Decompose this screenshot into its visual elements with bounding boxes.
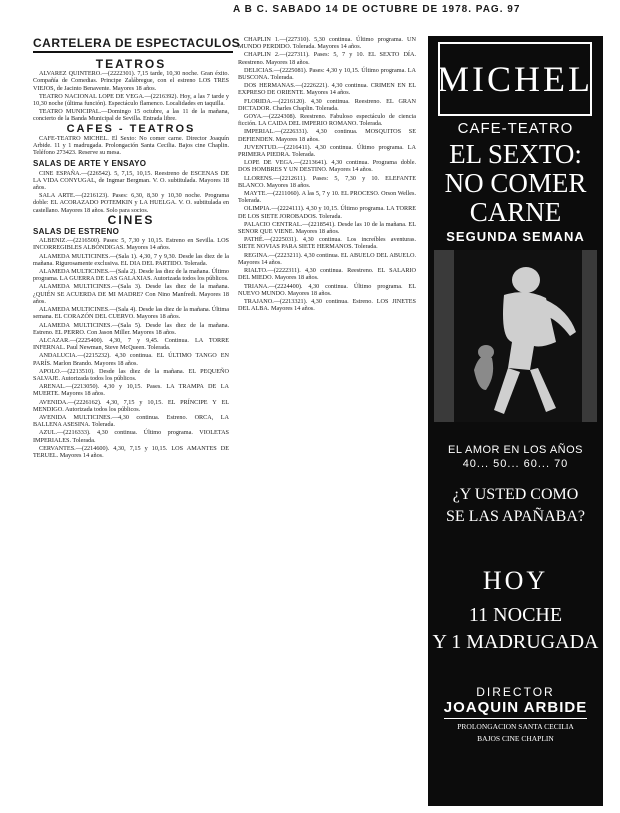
ad-segunda-semana: SEGUNDA SEMANA xyxy=(446,229,585,244)
cine-entry: TRAJANO.—(2213321). 4,30 continua. Estreno. LOS JINETES DEL ALBA. Mayores 14 años. xyxy=(238,297,416,313)
ad-address-1: PROLONGACION SANTA CECILIA xyxy=(457,722,574,731)
cine-entry: AZUL.—(2216333). 4,30 continua. Último programa. VIOLETAS IMPERIALES. Tolerada. xyxy=(33,429,229,444)
ad-tagline-1: EL AMOR EN LOS AÑOS xyxy=(447,444,584,456)
cine-entry: DELICIAS.—(2225081). Pases: 4,30 y 10,15. Último programa. LA BUSCONA. Tolerada. xyxy=(238,66,416,82)
ad-address-2: BAJOS CINE CHAPLIN xyxy=(477,734,554,743)
cartelera-page xyxy=(33,36,603,806)
performer-photo xyxy=(434,250,597,422)
cine-entry: FLORIDA.—(2216120). 4,30 continua. Reestreno. EL GRAN DICTADOR. Charles Chaplin. Tolerada. xyxy=(238,97,416,112)
cine-entry: RIALTO.—(2222311). 4,30 continua. Reestreno. EL SALARIO DEL MIEDO. Mayores 18 años. xyxy=(238,267,416,282)
cines-heading: CINES xyxy=(107,212,155,227)
ad-time-1: 11 NOCHE xyxy=(468,604,563,626)
ad-divider xyxy=(444,718,587,719)
teatro-entry: ALVAREZ QUINTERO.—(2222301). 7,15 tarde, 10,30 noche. Gran éxito. Compañía de Comedias. Principe Zalábregue, con el estreno LOS TRES VIEJOS, de Jacinto Benavente. Mayores 18 años. xyxy=(33,70,229,92)
cine-entry: MAYTE.—(2211060). A las 5, 7 y 10. EL PROCESO. Orson Welles. Tolerada. xyxy=(238,190,416,205)
ad-cafe-teatro: CAFE-TEATRO xyxy=(457,120,574,137)
ad-director-label: DIRECTOR xyxy=(476,685,555,699)
cafe-entry: CAFE-TEATRO MICHEL. El Sexto: No comer carne. Director Joaquín Arbide. 11 y 1 madrugada. Prolongación Santa Cecilia. Bajos cine Chaplin. Teléfono 273423. Reserve su mesa. xyxy=(33,134,229,157)
cine-entry: JUVENTUD.—(2216411). 4,30 continua. Último programa. LA PRIMERA PIEDRA. Tolerada. xyxy=(238,143,416,159)
teatros-heading: TEATROS xyxy=(95,57,167,71)
cine-entry: OLIMPIA.—(2224111). 4,30 y 10,15. Último programa. LA TORRE DE LOS SIETE JOROBADOS. Tolerada. xyxy=(238,205,416,220)
cine-entry: ALAMEDA MULTICINES.—(Sala 4). Desde las diez de la mañana. Última semana. EL CORAZÓN DEL CUERVO. Mayores 18 años. xyxy=(33,306,229,321)
cine-entry: ALBENIZ.—(2216500). Pases: 5, 7,30 y 10,15. Estreno en Sevilla. LOS INCORREGIBLES ALBÓNDIGAS. Mayores 14 años. xyxy=(33,237,229,252)
sala-arte-entry: CINE ESPAÑA.—(226542). 5, 7,15, 10,15. Reestreno de ESCENAS DE LA VIDA CONYUGAL, de Ingmar Bergman. V. O. subtitulada. Mayores 18 años. xyxy=(33,169,229,192)
michel-advertisement xyxy=(428,36,603,806)
cine-entry: LOPE DE VEGA.—(2213641). 4,30 continua. Programa doble. DOS HOMBRES Y UN DESTINO. Mayores 14 años. xyxy=(238,159,416,174)
sala-arte-entry: SALA ARTE.—(2216123). Pases: 6,30, 8,30 y 10,30 noche. Programa doble: EL ACORAZADO POTEMKIN y LA HUELGA. V. O. subtitulada en castellano. Mayores 18 años. Solo para socios. xyxy=(33,192,229,214)
michel-logo xyxy=(438,42,592,116)
column-2 xyxy=(238,36,416,313)
cine-entry: CHAPLIN 1.—(227310). 5,30 continua. Último programa. UN MUNDO PERDIDO. Tolerada. Mayores 14 años. xyxy=(238,36,416,51)
cine-entry: LLORENS.—(2212611). Pases: 5, 7,30 y 10. ELEFANTE BLANCO. Mayores 18 años. xyxy=(238,174,416,189)
cine-entry: AVENIDA.—(2226162). 4,30, 7,15 y 10,15. EL PRÍNCIPE Y EL MENDIGO. Autorizada todos los públicos. xyxy=(33,398,229,413)
cine-entry: ANDALUCIA.—(2215232). 4,30 continua. EL ÚLTIMO TANGO EN PARÍS. Marlon Brando. Mayores 18 años. xyxy=(33,352,229,367)
teatro-entry: TEATRO MUNICIPAL.—Domingo 15 octubre, a las 11 de la mañana, concierto de la Banda Municipal de Sevilla. Entrada libre. xyxy=(33,108,229,123)
page-header xyxy=(0,0,620,22)
ad-question-1: ¿Y USTED COMO xyxy=(452,486,579,503)
salas-estreno-heading: SALAS DE ESTRENO xyxy=(33,227,120,237)
cine-entry: ALAMEDA MULTICINES.—(Sala 3). Desde las diez de la mañana. ¿QUIÉN SE ACUERDA DE MI MADRE? Con Nino Manfredi. Mayores 18 años. xyxy=(33,283,229,305)
cine-entry: TRIANA.—(2224400). 4,30 continua. Último programa. EL NUEVO MUNDO. Mayores 18 años. xyxy=(238,282,416,297)
cafes-heading: CAFES - TEATROS xyxy=(66,122,196,135)
cine-entry: ALAMEDA MULTICINES.—(Sala 5). Desde las diez de la mañana. Estreno. EL PERRO. Con Jason Miller. Mayores 18 años. xyxy=(33,321,229,336)
teatro-entry: TEATRO NACIONAL LOPE DE VEGA.—(2216392). Hoy, a las 7 tarde y 10,30 noche (última función). Espectáculo flamenco. Localidades en taquilla. xyxy=(33,92,229,108)
salas-arte-heading: SALAS DE ARTE Y ENSAYO xyxy=(33,159,147,169)
cine-entry: DOS HERMANAS.—(2226221). 4,30 continua. CRIMEN EN EL EXPRESO DE ORIENTE. Mayores 14 años. xyxy=(238,82,416,97)
cine-entry: ALCAZAR.—(2225400). 4,30, 7 y 9,45. Continua. LA TORRE INFERNAL. Paul Newman, Steve McQueen. Tolerada. xyxy=(33,336,229,352)
ad-title-line-1: EL SEXTO: xyxy=(449,139,582,169)
cine-entry: ALAMEDA MULTICINES.—(Sala 2). Desde las diez de la mañana. Último programa. LA GUERRA DE LAS GALAXIAS. Autorizada todos los públicos. xyxy=(33,268,229,283)
cartelera-title: CARTELERA DE ESPECTACULOS xyxy=(33,36,233,53)
cine-entry: PATHÉ.—(2225031). 4,30 continua. Los increíbles aventuras. SIETE NOVIAS PARA SIETE HERMANOS. Tolerada. xyxy=(238,236,416,251)
cine-entry: REGINA.—(2223211). 4,30 continua. EL ABUELO DEL ABUELO. Mayores 14 años. xyxy=(238,251,416,266)
ad-hoy: HOY xyxy=(482,566,549,595)
cine-entry: PALACIO CENTRAL.—(2218541). Desde las 10 de la mañana. EL SENOR QUE VIENE. Mayores 18 años. xyxy=(238,220,416,236)
cartelera-title-bar xyxy=(33,36,241,56)
cine-entry: GOYA.—(2224308). Reestreno. Fabuloso espectáculo de ciencia ficción. LA CAIDA DEL IMPERIO ROMANO. Tolerada. xyxy=(238,113,416,128)
cine-entry: ALAMEDA MULTICINES.—(Sala 1). 4,30, 7 y 9,30. Desde las diez de la mañana. Rigurosamente exclusiva. EL DIA DEL PARTIDO. Tolerada. xyxy=(33,252,229,267)
logo-text: MICHEL xyxy=(437,59,593,99)
cine-entry: ARENAL.—(2213050). 4,30 y 10,15. Pases. LA TRAMPA DE LA MUERTE. Mayores 18 años. xyxy=(33,383,229,398)
ad-tagline-2: 40... 50... 60... 70 xyxy=(462,458,569,470)
ad-director-name: JOAQUIN ARBIDE xyxy=(443,699,588,716)
ad-time-2: Y 1 MADRUGADA xyxy=(432,631,599,653)
cine-entry: APOLO.—(2213510). Desde las diez de la mañana. EL PEQUEÑO SALVAJE. Autorizada todos los públicos. xyxy=(33,367,229,382)
ad-question-2: SE LAS APAÑABA? xyxy=(446,508,585,525)
column-1 xyxy=(33,58,229,460)
header-text: A B C. SABADO 14 DE OCTUBRE DE 1978. PAG. 97 xyxy=(233,4,521,15)
cine-entry: CHAPLIN 2.—(227311). Pases: 5, 7 y 10. EL SEXTO DÍA. Reestreno. Mayores 18 años. xyxy=(238,51,416,66)
ad-title-line-2: NO COMER xyxy=(444,168,587,198)
ad-title-line-3: CARNE xyxy=(469,197,562,227)
cine-entry: AVENIDA MULTICINES.—4,30 continua. Estreno. ORCA, LA BALLENA ASESINA. Tolerada. xyxy=(33,413,229,429)
cine-entry: CERVANTES.—(2214600). 4,30, 7,15 y 10,15. LOS AMANTES DE TERUEL. Mayores 14 años. xyxy=(33,444,229,459)
cine-entry: IMPERIAL.—(2226331). 4,30 continua. MOSQUITOS SE DEFIENDEN. Mayores 18 años. xyxy=(238,128,416,143)
